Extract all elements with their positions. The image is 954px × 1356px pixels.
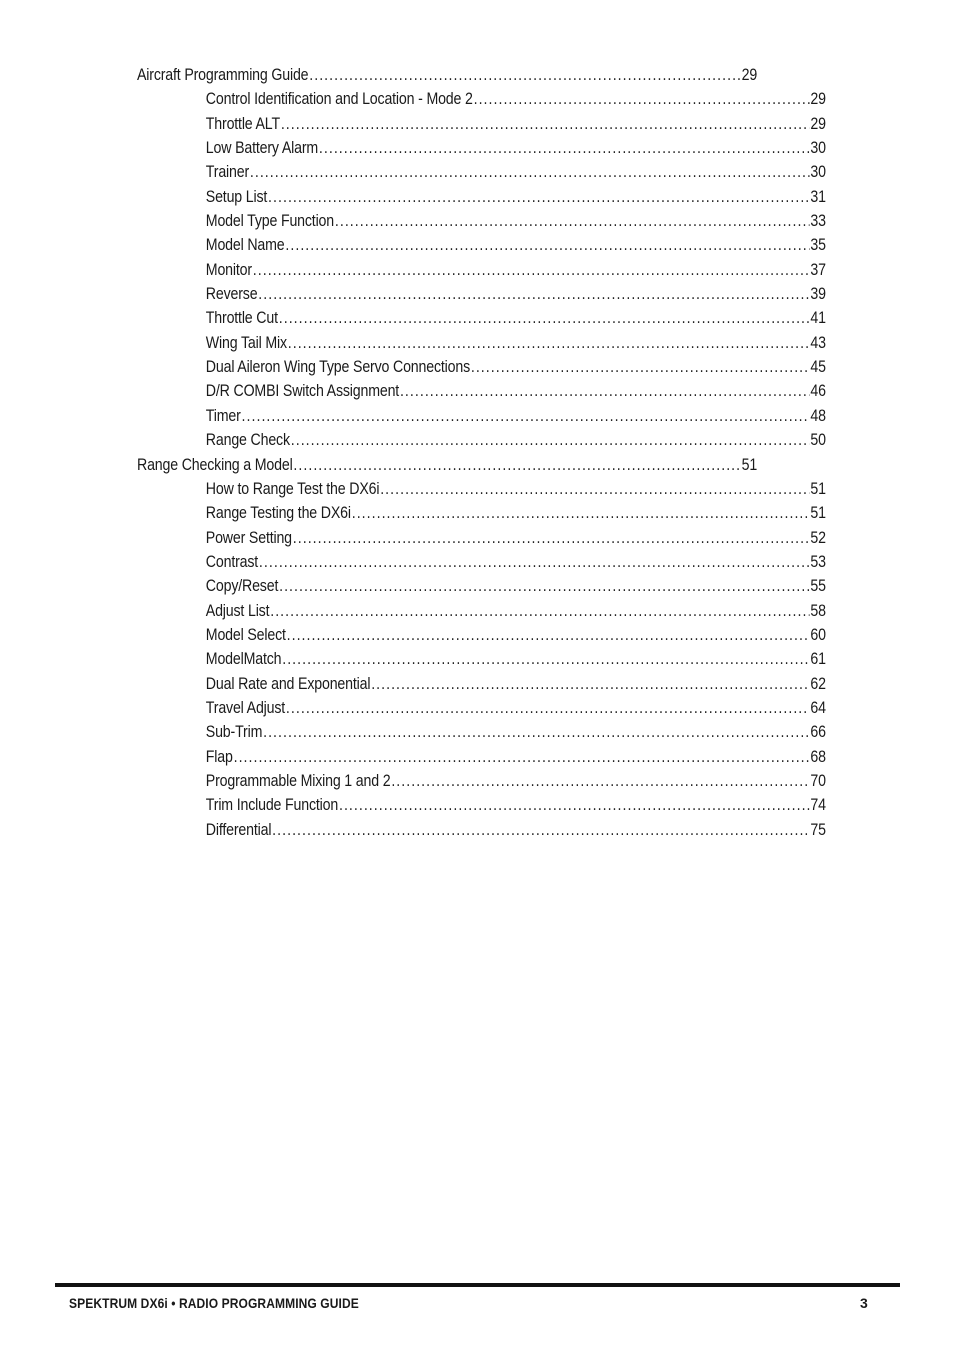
- toc-entry-page: 51: [810, 504, 826, 523]
- toc-entry[interactable]: [137, 745, 826, 769]
- toc-entry-label: Dual Rate and Exponential: [205, 674, 371, 693]
- toc-entry-page: 50: [810, 431, 826, 450]
- toc-entry[interactable]: [137, 599, 826, 623]
- toc-entry-label: Low Battery Alarm: [205, 139, 319, 158]
- toc-entry-label: Copy/Reset: [205, 577, 279, 596]
- toc-entry-label: How to Range Test the DX6i: [205, 479, 380, 498]
- toc-entry[interactable]: [137, 453, 757, 477]
- toc-entry-page: 66: [810, 723, 826, 742]
- toc-entry-label: Flap: [205, 747, 233, 766]
- toc-entry-label: Wing Tail Mix: [205, 333, 287, 352]
- toc-entry-label: Trainer: [205, 163, 250, 182]
- dot-leader: [339, 793, 810, 817]
- toc-entry-page: 30: [810, 139, 826, 158]
- toc-entry-label: Range Testing the DX6i: [205, 504, 351, 523]
- toc-entry[interactable]: [137, 233, 826, 257]
- toc-entry-label: Power Setting: [205, 528, 292, 547]
- toc-entry-page: 45: [810, 358, 826, 377]
- dot-leader: [285, 233, 809, 257]
- toc-entry-page: 64: [810, 698, 826, 717]
- dot-leader: [309, 63, 741, 87]
- toc-entry[interactable]: [137, 258, 826, 282]
- toc-entry-page: 29: [810, 90, 826, 109]
- toc-entry-label: Reverse: [205, 285, 258, 304]
- toc-entry[interactable]: [137, 672, 826, 696]
- toc-entry-page: 74: [810, 796, 826, 815]
- toc-entry-page: 75: [810, 820, 826, 839]
- toc-entry-label: Programmable Mixing 1 and 2: [205, 771, 391, 790]
- toc-entry[interactable]: [137, 574, 826, 598]
- dot-leader: [380, 477, 809, 501]
- toc-entry[interactable]: [137, 209, 826, 233]
- toc-entry-label: Aircraft Programming Guide: [137, 66, 309, 84]
- toc-entry-page: 30: [810, 163, 826, 182]
- toc-entry[interactable]: [137, 550, 826, 574]
- toc-entry[interactable]: [137, 160, 826, 184]
- toc-entry-page: 31: [810, 187, 826, 206]
- dot-leader: [253, 258, 810, 282]
- dot-leader: [282, 647, 809, 671]
- toc-entry[interactable]: [137, 355, 826, 379]
- dot-leader: [474, 87, 810, 111]
- toc-entry[interactable]: [137, 477, 826, 501]
- dot-leader: [272, 818, 809, 842]
- dot-leader: [291, 428, 810, 452]
- dot-leader: [263, 720, 809, 744]
- toc-entry-label: ModelMatch: [205, 650, 282, 669]
- toc-entry-page: 29: [810, 114, 826, 133]
- toc-entry-page: 51: [741, 455, 758, 474]
- toc-entry-label: Adjust List: [205, 601, 270, 620]
- toc-entry[interactable]: [137, 526, 826, 550]
- toc-entry[interactable]: [137, 87, 826, 111]
- dot-leader: [335, 209, 810, 233]
- toc-entry-page: 62: [810, 674, 826, 693]
- toc-entry-label: Range Checking a Model: [137, 455, 293, 474]
- page-number: 3: [860, 1295, 868, 1311]
- toc-entry-label: Contrast: [205, 552, 259, 571]
- dot-leader: [371, 672, 809, 696]
- dot-leader: [279, 306, 810, 330]
- toc-entry-label: Differential: [205, 820, 272, 839]
- dot-leader: [270, 599, 809, 623]
- toc-entry[interactable]: [137, 769, 826, 793]
- toc-entry[interactable]: [137, 404, 826, 428]
- toc-entry-label: Timer: [205, 406, 241, 425]
- toc-entry-label: Control Identification and Location - Mode 2: [205, 90, 473, 109]
- toc-entry[interactable]: [137, 501, 826, 525]
- toc-entry-label: Dual Aileron Wing Type Servo Connections: [205, 358, 470, 377]
- toc-entry-label: Travel Adjust: [205, 698, 286, 717]
- toc-entry-label: Sub-Trim: [205, 723, 263, 742]
- toc-entry[interactable]: [137, 720, 826, 744]
- toc-entry-label: Range Check: [205, 431, 290, 450]
- toc-entry-label: Setup List: [205, 187, 268, 206]
- dot-leader: [400, 379, 810, 403]
- toc-entry[interactable]: [137, 818, 826, 842]
- toc-entry-page: 41: [810, 309, 826, 328]
- toc-entry-page: 55: [810, 577, 826, 596]
- dot-leader: [391, 769, 809, 793]
- toc-entry[interactable]: [137, 793, 826, 817]
- toc-entry-page: 29: [741, 66, 758, 84]
- toc-entry-page: 61: [810, 650, 826, 669]
- toc-entry[interactable]: [137, 647, 826, 671]
- toc-entry[interactable]: [137, 331, 826, 355]
- toc-entry-page: 43: [810, 333, 826, 352]
- toc-entry-page: 48: [810, 406, 826, 425]
- toc-entry[interactable]: [137, 282, 826, 306]
- toc-entry-label: Throttle ALT: [205, 114, 280, 133]
- dot-leader: [293, 453, 740, 477]
- toc-entry[interactable]: [137, 623, 826, 647]
- toc-entry-page: 37: [810, 260, 826, 279]
- toc-entry-label: Model Select: [205, 625, 286, 644]
- dot-leader: [293, 526, 810, 550]
- toc-entry-label: Model Name: [205, 236, 285, 255]
- toc-entry[interactable]: [137, 696, 826, 720]
- dot-leader: [242, 404, 810, 428]
- dot-leader: [234, 745, 810, 769]
- toc-entry-page: 52: [810, 528, 826, 547]
- dot-leader: [319, 136, 810, 160]
- toc-entry-page: 53: [810, 552, 826, 571]
- toc-entry-label: Trim Include Function: [205, 796, 339, 815]
- dot-leader: [281, 112, 810, 136]
- toc-entry[interactable]: [137, 428, 826, 452]
- dot-leader: [352, 501, 810, 525]
- dot-leader: [471, 355, 810, 379]
- toc-entry[interactable]: [137, 306, 826, 330]
- toc-entry[interactable]: [137, 112, 826, 136]
- toc-entry-page: 39: [810, 285, 826, 304]
- table-of-contents: [137, 63, 826, 842]
- toc-entry-label: Model Type Function: [205, 212, 335, 231]
- toc-entry-label: Monitor: [205, 260, 252, 279]
- toc-entry[interactable]: [137, 136, 826, 160]
- footer-divider: [55, 1283, 900, 1287]
- toc-entry-page: 46: [810, 382, 826, 401]
- dot-leader: [268, 185, 810, 209]
- toc-entry-page: 68: [810, 747, 826, 766]
- dot-leader: [279, 574, 809, 598]
- dot-leader: [288, 331, 810, 355]
- toc-entry-page: 33: [810, 212, 826, 231]
- toc-entry-label: Throttle Cut: [205, 309, 278, 328]
- toc-entry-page: 35: [810, 236, 826, 255]
- toc-entry-page: 70: [810, 771, 826, 790]
- toc-entry-label: D/R COMBI Switch Assignment: [205, 382, 400, 401]
- toc-entry-page: 51: [810, 479, 826, 498]
- toc-entry[interactable]: [137, 185, 826, 209]
- toc-entry[interactable]: [137, 63, 757, 87]
- dot-leader: [286, 696, 810, 720]
- dot-leader: [250, 160, 810, 184]
- toc-entry-page: 60: [810, 625, 826, 644]
- toc-entry-page: 58: [810, 601, 826, 620]
- dot-leader: [258, 282, 809, 306]
- footer-title: SPEKTRUM DX6i • RADIO PROGRAMMING GUIDE: [69, 1295, 359, 1311]
- toc-entry[interactable]: [137, 379, 826, 403]
- dot-leader: [259, 550, 810, 574]
- dot-leader: [287, 623, 810, 647]
